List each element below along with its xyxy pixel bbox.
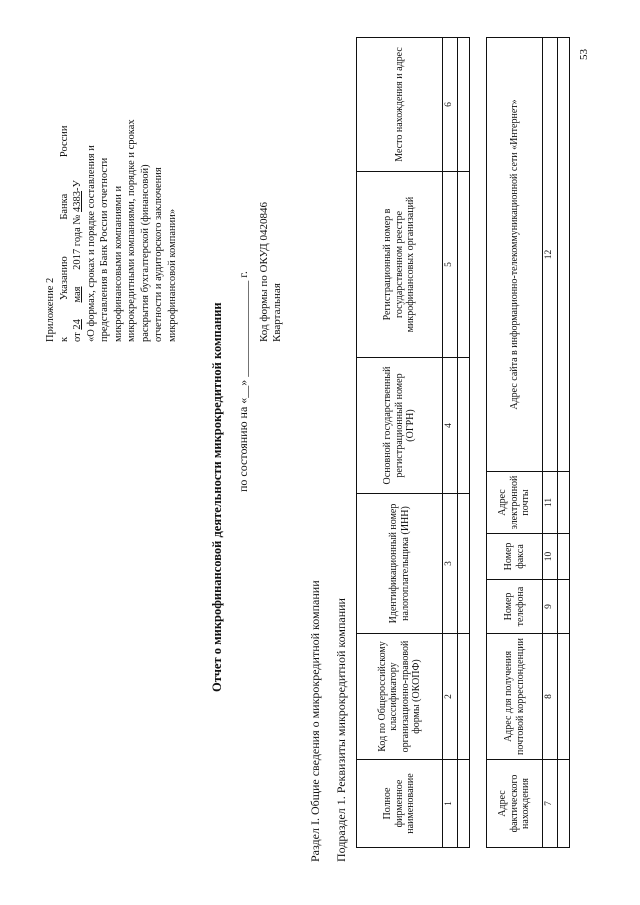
column-number: 8 [543,634,558,760]
annex-decree-line: к Указанию Банка России [58,125,70,342]
header-cell: Регистрационный номер в государственном реестре микрофинансовых организаций [357,172,443,358]
data-cell [558,760,570,848]
annex-date-line [71,28,85,342]
column-number: 7 [543,760,558,848]
data-cell [558,634,570,760]
annex-day: 24 [72,319,83,330]
section-title: Раздел I. Общие сведения о микрокредитной компании [308,580,322,862]
data-cell [558,472,570,534]
requisites-table-2 [486,37,570,848]
column-number: 1 [443,760,458,848]
data-cell [458,760,470,848]
annex-text-line: микрофинансовой компании» [166,208,178,342]
page-number: 53 [578,49,590,60]
column-number: 4 [443,358,458,494]
header-cell: Адрес электронной почты [487,472,543,534]
column-number: 2 [443,634,458,760]
column-number: 10 [543,534,558,580]
annex-text-line: микрофинансовыми компаниями и [112,185,124,342]
data-cell [558,580,570,634]
requisites-table-1 [356,37,470,848]
header-cell: Идентификационный номер налогоплательщика (ИНН) [357,494,443,634]
header-cell: Адрес сайта в информационно-телекоммуникационной сети «Интернет» [487,38,543,472]
annex-date-prefix: от [72,332,83,342]
annex-text-line: «О формах, сроках и порядке составления и [85,145,97,342]
annex-title: Приложение 2 [45,277,56,342]
column-number: 11 [543,472,558,534]
column-number: 6 [443,38,458,172]
report-as-of-date: по состоянию на «__» ________________ г. [236,271,250,492]
header-cell: Номер факса [487,534,543,580]
header-cell: Основной государственный регистрационный номер (ОГРН) [357,358,443,494]
data-cell [558,534,570,580]
table-header-row [357,38,443,848]
annex-year: 2017 года № [72,214,83,270]
annex-text-line: представления в Банк России отчетности [99,157,110,342]
annex-text-line: микрокредитными компаниями, порядке и сроках [126,119,137,342]
column-number: 5 [443,172,458,358]
periodicity: Квартальная [271,283,283,342]
data-cell [458,38,470,172]
header-cell: Место нахождения и адрес [357,38,443,172]
annex-month: мая [72,286,83,303]
data-cell [458,358,470,494]
table-data-row [458,38,470,848]
annex-number: 4383 [72,190,83,212]
report-title: Отчет о микрофинансовой деятельности микрокредитной компании [210,302,224,692]
annex-text-line: раскрытия бухгалтерской (финансовой) [139,164,151,342]
header-cell: Код по Общероссийскому классификатору организационно-правовой формы (ОКОПФ) [357,634,443,760]
header-cell: Номер телефона [487,580,543,634]
data-cell [458,494,470,634]
subsection-title: Подраздел 1. Реквизиты микрокредитной компании [334,598,348,862]
annex-text-line: отчетности и аудиторского заключения [153,167,164,342]
table-number-row [443,38,458,848]
annex-number-suffix: -У [72,180,83,191]
annex-block [44,28,179,342]
header-cell: Полное фирменное наименование [357,760,443,848]
data-cell [558,38,570,472]
header-cell: Адрес фактического нахождения [487,760,543,848]
column-number: 9 [543,580,558,634]
table-data-row [558,38,570,848]
okud-code: Код формы по ОКУД 0420846 [258,201,270,342]
data-cell [458,634,470,760]
column-number: 3 [443,494,458,634]
header-cell: Адрес для получения почтовой корреспонденции [487,634,543,760]
form-meta [258,202,284,342]
data-cell [458,172,470,358]
column-number: 12 [543,38,558,472]
table-number-row [543,38,558,848]
table-header-row [487,38,543,848]
